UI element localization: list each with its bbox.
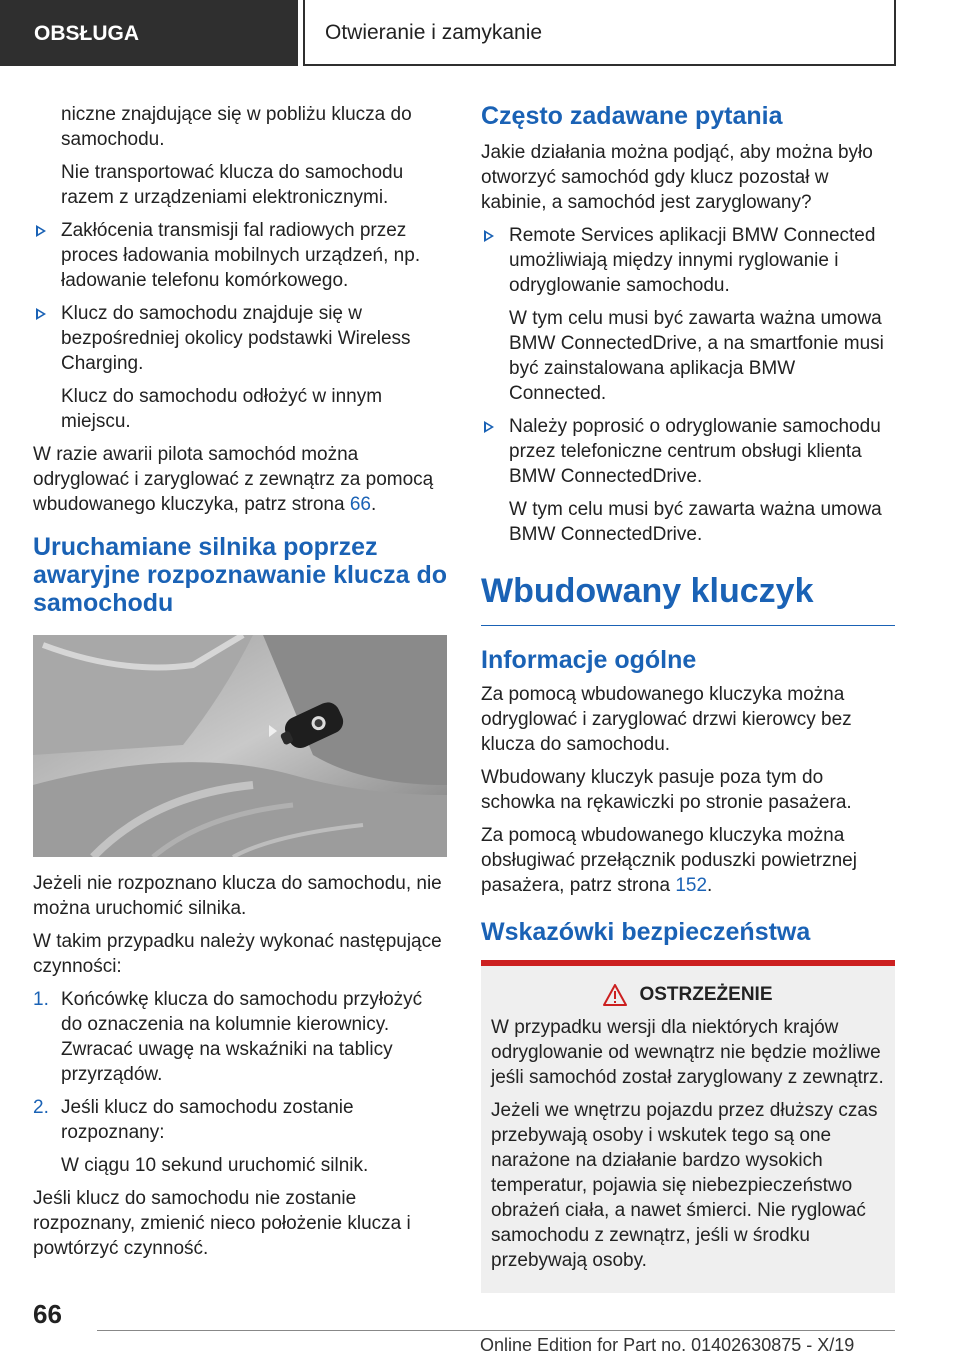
paragraph: Jeśli klucz do samochodu nie zostanie rozpoznany, zmienić nieco położenie klucza i powtórzyć czynność. <box>33 1188 411 1259</box>
triangle-bullet-icon <box>484 421 494 433</box>
paragraph: Wbudowany kluczyk pasuje poza tym do schowka na rękawiczki po stronie pasażera. <box>481 767 852 813</box>
warning-box <box>481 960 895 1293</box>
list-item: 2. Jeśli klucz do samochodu zostanie rozpoznany: <box>33 1097 354 1143</box>
footer-divider <box>97 1330 895 1331</box>
chapter-label: Otwieranie i zamykanie <box>303 0 896 66</box>
list-item: Należy poprosić o odryglowanie samochodu przez telefoniczne centrum obsługi klienta BMW ConnectedDrive. <box>481 414 895 489</box>
warning-triangle-icon <box>603 984 627 1006</box>
warning-title: OSTRZEŻENIE <box>491 982 885 1007</box>
section-heading: Uruchamiane silnika poprzez awaryjne rozpoznawanie klucza do samochodu <box>33 533 448 617</box>
paragraph: Klucz do samochodu odłożyć w innym miejscu. <box>61 386 383 432</box>
left-column <box>33 102 447 1269</box>
steering-column-key-photo <box>33 635 447 857</box>
paragraph: W tym celu musi być zawarta ważna umowa BMW ConnectedDrive, a na smartfonie musi być zainstalowana aplikacja BMW Connected. <box>509 308 884 404</box>
page-number: 66 <box>33 1299 62 1329</box>
chapter-heading: Wbudowany kluczyk <box>481 571 895 626</box>
paragraph: W przypadku wersji dla niektórych krajów odryglowanie od wewnątrz nie będzie możliwe jeśli samochód został zaryglowany z zewnątrz. <box>491 1017 884 1088</box>
section-heading: Często zadawane pytania <box>481 102 783 130</box>
list-item: Zakłócenia transmisji fal radiowych przez proces ładowania mobilnych urządzeń, np. ładowanie telefonu komórkowego. <box>33 218 447 293</box>
step-number: 1. <box>33 989 49 1010</box>
paragraph: W razie awarii pilota samochód można odryglować i zaryglować z zewnątrz za pomocą wbudowanego kluczyka, patrz strona 66. <box>33 444 434 515</box>
triangle-bullet-icon <box>36 308 46 320</box>
list-item: 1. Końcówkę klucza do samochodu przyłożyć do oznaczenia na kolumnie kierownicy. Zwracać uwagę na wskaźniki na tablicy przyrządów. <box>33 989 423 1085</box>
paragraph: Jeżeli we wnętrzu pojazdu przez dłuższy czas przebywają osoby i wskutek tego są one narażone na działanie bardzo wysokich temperatur, pojawia się niebezpieczeństwo obrażeń ciała, a nawet śmierci. Nie ryglować samochodu z zewnątrz, jeśli w środku przebywają osoby. <box>491 1100 878 1271</box>
paragraph: Za pomocą wbudowanego kluczyka można odryglować i zaryglować drzwi kierowcy bez klucza do samochodu. <box>481 684 852 755</box>
paragraph: Nie transportować klucza do samochodu razem z urządzeniami elektronicznymi. <box>61 162 404 208</box>
section-heading: Wskazówki bezpieczeństwa <box>481 918 811 946</box>
step-number: 2. <box>33 1097 49 1118</box>
paragraph: W takim przypadku należy wykonać następujące czynności: <box>33 931 442 977</box>
paragraph: Jakie działania można podjąć, aby można było otworzyć samochód gdy klucz pozostał w kabinie, a samochód jest zaryglowany? <box>481 142 873 213</box>
triangle-bullet-icon <box>36 225 46 237</box>
list-item: Remote Services aplikacji BMW Connected umożliwiają między innymi ryglowanie i odryglowanie samochodu. <box>481 223 895 298</box>
page-link[interactable]: 66 <box>349 494 371 515</box>
paragraph: W tym celu musi być zawarta ważna umowa BMW ConnectedDrive. <box>509 499 882 545</box>
paragraph: niczne znajdujące się w pobliżu klucza do samochodu. <box>61 104 412 150</box>
section-label: OBSŁUGA <box>0 0 298 66</box>
paragraph: Za pomocą wbudowanego kluczyka można obsługiwać przełącznik poduszki powietrznej pasażera, patrz strona 152. <box>481 825 857 896</box>
triangle-bullet-icon <box>484 230 494 242</box>
page-link[interactable]: 152 <box>675 875 708 896</box>
list-item: Klucz do samochodu znajduje się w bezpośredniej okolicy podstawki Wireless Charging. <box>33 301 447 376</box>
paragraph: Jeżeli nie rozpoznano klucza do samochodu, nie można uruchomić silnika. <box>33 873 442 919</box>
right-column <box>481 102 895 1293</box>
paragraph: W ciągu 10 sekund uruchomić silnik. <box>61 1155 369 1176</box>
page-header <box>0 0 896 66</box>
footer-edition: Online Edition for Part no. 01402630875 - X/19 <box>480 1335 855 1355</box>
section-heading: Informacje ogólne <box>481 646 697 674</box>
